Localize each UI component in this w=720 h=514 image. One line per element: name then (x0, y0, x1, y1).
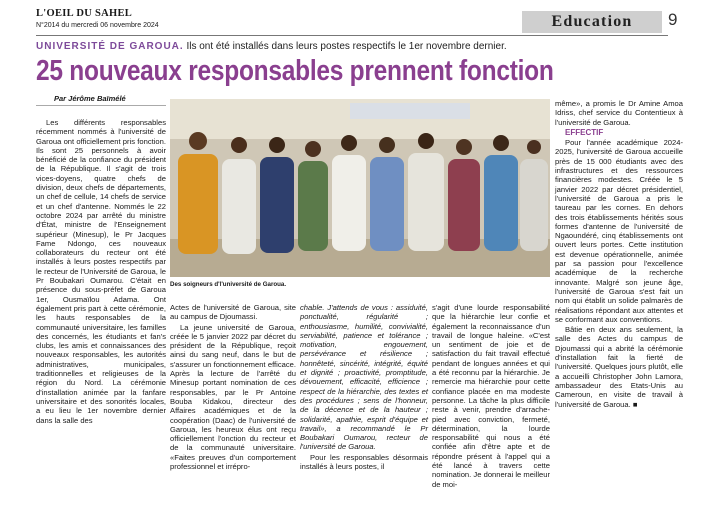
article-headline: 25 nouveaux responsables prennent fonction (36, 55, 554, 87)
paragraph: chable. J'attends de vous : assiduité, ponctualité, régularité ; enthousiasme, humilité, convivialité, serviabilité, patience et tolérance ; motivation, engouement, persévérance et résilience ; honnêteté, sincérité, intégrité, équité et dignité ; proactivité, promptitude, dévouement, efficacité, efficience ; respect de la hiérarchie, des textes et des procédures ; sens de l'honneur, de la décence et de la hauteur ; solidarité, apathie, esprit d'équipe et travail», a recommandé le Pr Boubakari Oumarou, recteur de l'université de Garoua. (300, 303, 428, 452)
page-number: 9 (668, 10, 678, 29)
article-column-1 (36, 118, 166, 426)
paragraph: Pour l'année académique 2024-2025, l'université de Garoua accueille près de 15 000 étudiants avec des infrastructures et des ressources financières modestes. Créée le 5 janvier 2022 par décret présidentiel, l'université de Garoua a pris le taureau par les cornes. En dehors des trois établissements hérités sous formes d'antenne de l'université de Ngaoundéré, cinq établissements ont ouvert leurs portes. Cette institution est devenue opérationnelle, animée par sa passion pour l'excellence académique de la recherche innovante. Malgré son jeune âge, l'université de Garoua s'est fait un nom qui établit un solide palmarès de réalisations répondant aux attentes et se conformant aux conventions. (555, 138, 683, 324)
article-column-3 (300, 303, 428, 472)
masthead-divider (36, 35, 668, 36)
kicker-text: Ils ont été installés dans leurs postes respectifs le 1er novembre dernier. (183, 41, 507, 52)
paragraph: Pour les responsables désormais installés à leurs postes, il (300, 452, 428, 472)
paragraph: Les différents responsables récemment nommés à l'université de Garoua ont officiellement pris fonction. Ils sont 25 personnels à avoir bénéficié de la confiance du président de la République. Il s'agit de trois vices-doyens, quatre chefs de division, deux chefs de départements, un chef de cellule, 14 chefs de service et un chef d'antenne. Nommés le 22 octobre 2024 par arrêté du ministre d'État, ministre de l'Enseignement supérieur (Minesup), le Pr Jacques Fame Ndongo, ces nouveaux collaborateurs du recteur ont été installés à leurs postes respectifs par le recteur de l'Université de Garoua, le Pr Boubakari Oumarou. C'était en présence du sous-préfet de Garoua 1er, Ousmaïlou Adama. Ont également pris part à cette cérémonie, les hauts responsables de la communauté universitaire, les familles des concernés, les étudiants et fan's clubs, les amis et connaissances des nouveaux responsables, les autorités administratives, municipales, traditionnelles et religieuses de la région du Nord. La cérémonie d'installation animée par la fanfare universitaire et des sonorités locales, a eu lieu le 1er novembre dernier dans la salle des (36, 118, 166, 425)
kicker-lead: UNIVERSITÉ DE GAROUA. (36, 41, 184, 52)
paragraph: Bâtie en deux ans seulement, la salle des Actes du campus de Djoumassi qui a abrité la cérémonie d'installation fait la fierté de l'université. Quelques jours plutôt, elle a accueilli Christopher John Lamora, ambassadeur des Etats-Unis au Cameroun, en visite de travail à l'université de Garoua. ■ (555, 325, 683, 409)
article-kicker (36, 41, 507, 52)
article-photo (170, 99, 550, 277)
paragraph: La jeune université de Garoua, créée le 5 janvier 2022 par décret du président de la République, reçoit ainsi du sang neuf, dans le but de s'assurer un fonctionnement efficace. Après la lecture de l'arrêté du Minesup portant nomination de ces responsables, par le Pr Antoine Bouba Kidakou, directeur des Affaires académiques et de la coopération (Daac) de l'université de Garoua, les heureux élus ont reçu officiellement l'onction du recteur et de la communauté universitaire. «Faites preuves d'un comportement professionnel et irrépro- (170, 322, 296, 472)
photo-caption: Des soigneurs d'l'université de Garoua. (170, 281, 287, 288)
masthead (0, 0, 720, 40)
byline: Par Jérôme Baïmélé (36, 94, 166, 106)
paragraph: Actes de l'université de Garoua, site au campus de Djoumassi. (170, 303, 296, 322)
section-rubric: Education (522, 11, 662, 33)
paragraph: s'agit d'une lourde responsabilité que la hiérarchie leur confie et également la reconnaissance d'un travail de longue haleine. «C'est un sentiment de joie et de satisfaction du fait travail effectué pendant de longues années et qui a été reconnu par la hiérarchie. Je remercie ma hiérarchie pour cette confiance placée en ma modeste personne. La tâche la plus difficile reste à venir, prendre d'arrache-pied avec conviction, fermeté, détermination, la lourde responsabilité qui nous a été confiée afin d'être apte et de répondre présent à l'appel qui a été lancé à travers cette nomination. Je donnerai le meilleur de moi- (432, 303, 550, 489)
subheading: EFFECTIF (565, 127, 604, 137)
issue-line: N°2014 du mercredi 06 novembre 2024 (36, 22, 159, 29)
paragraph: même», a promis le Dr Amine Amoa Idriss, chef service du Contentieux à l'université de Garoua. (555, 99, 683, 127)
article-column-2 (170, 303, 296, 472)
article-column-5 (555, 99, 683, 410)
newspaper-name: L'OEIL DU SAHEL (36, 8, 133, 19)
article-column-4 (432, 303, 550, 490)
